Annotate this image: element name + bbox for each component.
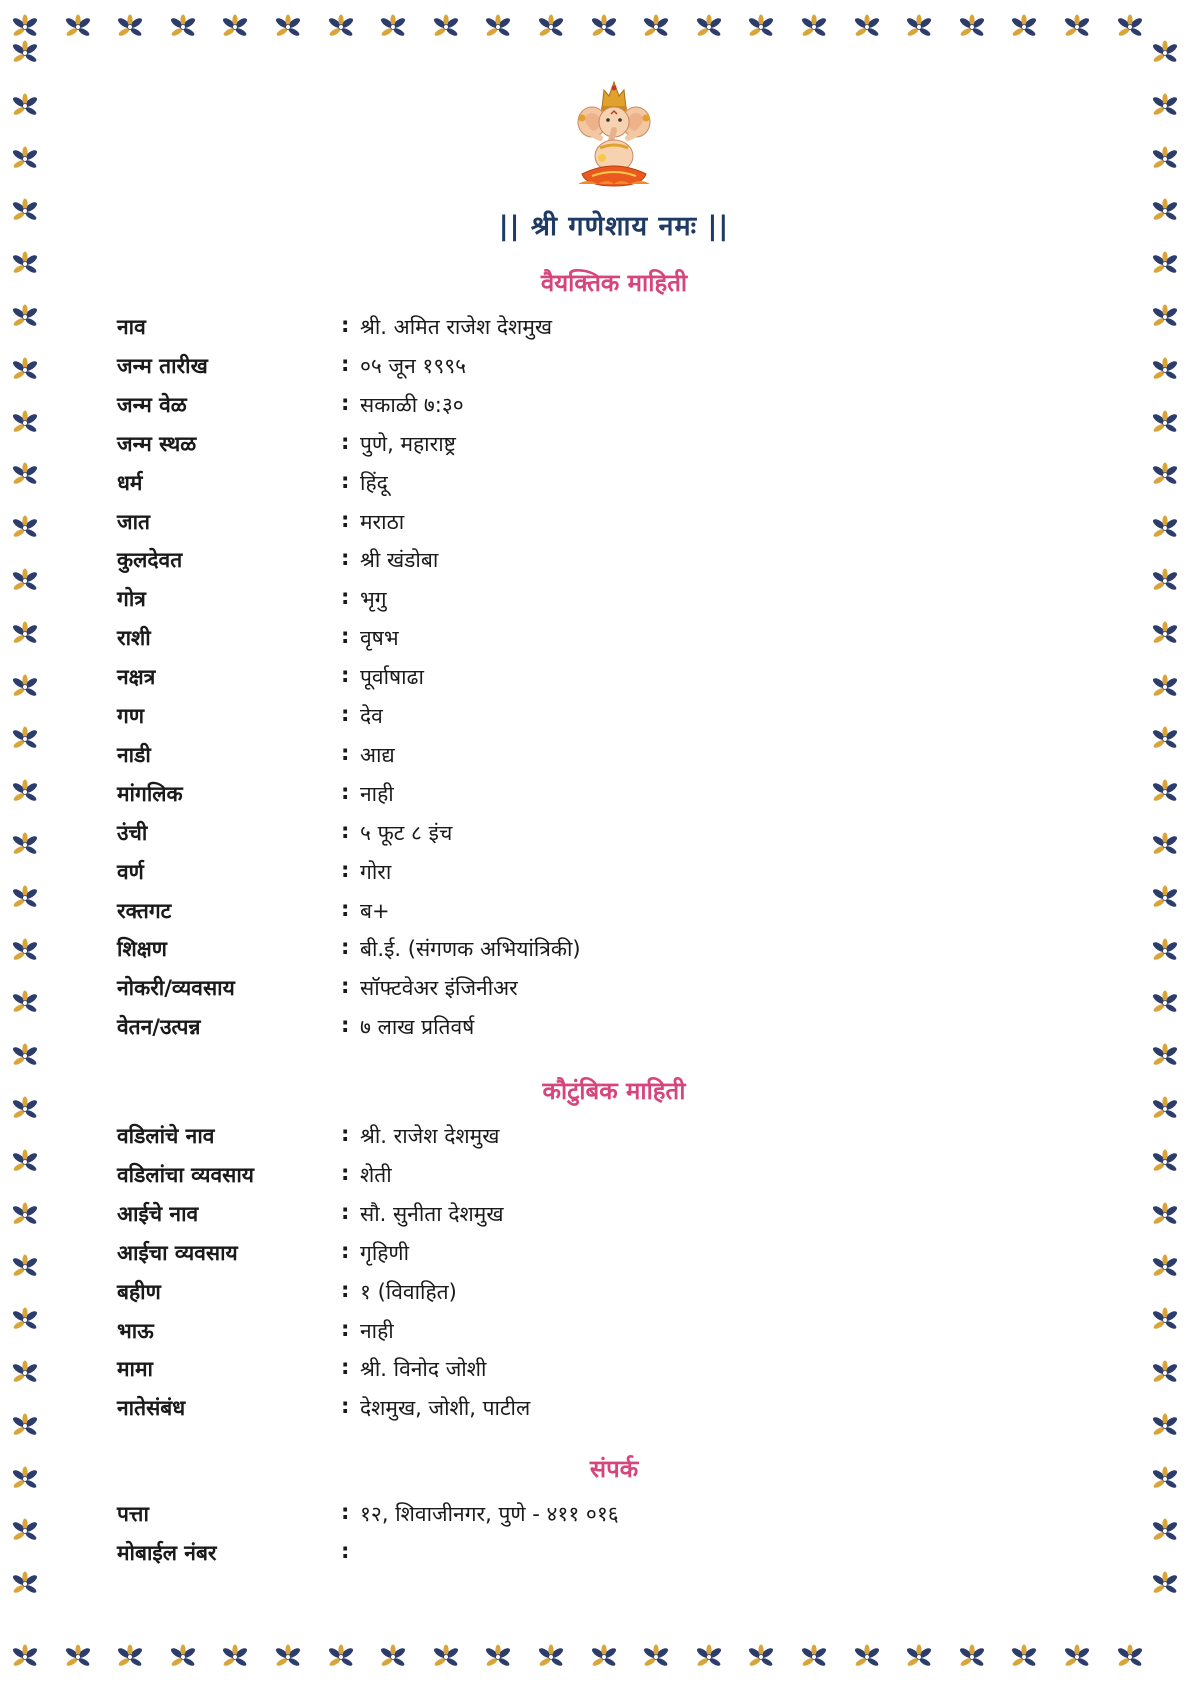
flower-icon [1150,1413,1180,1439]
field-value: सॉफ्टवेअर इंजिनीअर [360,976,518,1000]
field-separator: : [341,352,350,376]
field-value: शेती [360,1163,392,1187]
flower-icon [1062,14,1092,40]
field-label: वडिलांचे नाव [117,1124,215,1148]
flower-icon [168,14,198,40]
flower-icon [10,1644,40,1670]
flower-icon [10,779,40,805]
flower-icon [589,14,619,40]
flower-icon [1115,1644,1145,1670]
field-value: ब+ [360,899,390,923]
flower-icon [904,14,934,40]
flower-icon [1062,1644,1092,1670]
flower-icon [1150,779,1180,805]
field-separator: : [341,702,350,726]
field-value: देव [360,704,383,728]
flower-icon [694,1644,724,1670]
field-value: भृगु [360,587,387,611]
field-label: जन्म स्थळ [117,432,197,456]
flower-icon [746,1644,776,1670]
field-label: बहीण [117,1280,161,1304]
flower-icon [536,14,566,40]
flower-icon [1150,1254,1180,1280]
flower-icon [1150,1571,1180,1597]
field-label: धर्म [117,471,143,495]
flower-icon [1150,990,1180,1016]
field-value: १२, शिवाजीनगर, पुणे - ४११ ०१६ [360,1502,619,1526]
field-separator: : [341,313,350,337]
flower-icon [799,1644,829,1670]
field-separator: : [341,1539,350,1563]
field-label: गण [117,704,145,728]
flower-icon [852,14,882,40]
field-value: ५ फूट ८ इंच [360,821,453,845]
flower-icon [10,1413,40,1439]
flower-icon [1150,1149,1180,1175]
flower-icon [326,14,356,40]
field-value: सौ. सुनीता देशमुख [360,1202,504,1226]
flower-icon [115,14,145,40]
flower-icon [10,621,40,647]
flower-icon [10,938,40,964]
flower-icon [1150,1307,1180,1333]
field-label: मोबाईल नंबर [117,1541,217,1565]
field-label: आईचे नाव [117,1202,199,1226]
field-separator: : [341,974,350,998]
flower-icon [1150,1043,1180,1069]
flower-icon [115,1644,145,1670]
flower-icon [63,14,93,40]
field-label: उंची [117,821,148,845]
field-label: मांगलिक [117,782,183,806]
field-value: श्री. अमित राजेश देशमुख [360,315,553,339]
flower-icon [378,1644,408,1670]
flower-icon [1150,674,1180,700]
flower-icon [10,1254,40,1280]
field-separator: : [341,1355,350,1379]
field-separator: : [341,780,350,804]
field-label: मामा [117,1357,153,1381]
flower-icon [10,674,40,700]
flower-icon [1150,515,1180,541]
ganesha-icon [568,78,660,190]
flower-icon [10,515,40,541]
field-separator: : [341,585,350,609]
field-separator: : [341,546,350,570]
field-value: गोरा [360,860,392,884]
flower-icon [746,14,776,40]
flower-icon [10,93,40,119]
flower-icon [641,1644,671,1670]
field-label: जन्म तारीख [117,354,208,378]
field-label: जात [117,510,150,534]
field-label: शिक्षण [117,937,167,961]
field-separator: : [341,819,350,843]
flower-icon [63,1644,93,1670]
flower-icon [10,726,40,752]
field-value: नाही [360,782,394,806]
field-separator: : [341,897,350,921]
flower-icon [904,1644,934,1670]
flower-icon [589,1644,619,1670]
flower-icon [1009,1644,1039,1670]
field-separator: : [341,935,350,959]
flower-icon [10,1043,40,1069]
flower-icon [10,304,40,330]
flower-icon [694,14,724,40]
field-separator: : [341,1122,350,1146]
flower-icon [273,14,303,40]
field-value: आद्य [360,743,395,767]
flower-icon [1150,621,1180,647]
flower-icon [1150,146,1180,172]
field-value: बी.ई. (संगणक अभियांत्रिकी) [360,937,581,961]
field-value: मराठा [360,510,405,534]
field-value: १ (विवाहित) [360,1280,457,1304]
field-separator: : [341,1200,350,1224]
flower-icon [10,410,40,436]
flower-icon [1150,938,1180,964]
field-label: कुलदेवत [117,548,183,572]
flower-icon [10,40,40,66]
section-title: संपर्क [589,1455,639,1483]
field-separator: : [341,663,350,687]
field-value: ०५ जून १९९५ [360,354,467,378]
field-label: वेतन/उत्पन्न [117,1015,201,1039]
invocation-heading: || श्री गणेशाय नमः || [498,211,730,242]
flower-icon [1150,832,1180,858]
flower-icon [10,1518,40,1544]
field-separator: : [341,391,350,415]
field-separator: : [341,1500,350,1524]
flower-icon [273,1644,303,1670]
field-label: वर्ण [117,860,144,884]
flower-icon [852,1644,882,1670]
flower-icon [10,885,40,911]
field-separator: : [341,624,350,648]
flower-icon [1150,1202,1180,1228]
flower-icon [10,832,40,858]
field-separator: : [341,508,350,532]
field-value: गृहिणी [360,1241,410,1265]
field-label: भाऊ [117,1319,154,1343]
field-label: नक्षत्र [117,665,156,689]
flower-icon [536,1644,566,1670]
field-separator: : [341,1013,350,1037]
field-separator: : [341,1278,350,1302]
flower-icon [326,1644,356,1670]
flower-icon [1150,93,1180,119]
field-label: नोकरी/व्यवसाय [117,976,235,1000]
field-separator: : [341,430,350,454]
flower-icon [483,14,513,40]
flower-icon [10,462,40,488]
flower-icon [1009,14,1039,40]
field-value: ७ लाख प्रतिवर्ष [360,1015,475,1039]
flower-icon [10,568,40,594]
flower-icon [431,14,461,40]
flower-icon [799,14,829,40]
flower-icon [168,1644,198,1670]
flower-icon [1150,304,1180,330]
flower-icon [10,146,40,172]
field-value: श्री. राजेश देशमुख [360,1124,500,1148]
field-value: पूर्वाषाढा [360,665,424,689]
field-separator: : [341,1317,350,1341]
field-separator: : [341,858,350,882]
field-separator: : [341,741,350,765]
field-value: वृषभ [360,626,399,650]
flower-icon [10,357,40,383]
flower-icon [10,1149,40,1175]
field-label: पत्ता [117,1502,149,1526]
field-separator: : [341,1394,350,1418]
field-value: पुणे, महाराष्ट्र [360,432,456,456]
field-separator: : [341,469,350,493]
field-label: नातेसंबंध [117,1396,186,1420]
flower-icon [10,14,40,40]
section-title: वैयक्तिक माहिती [540,269,688,297]
flower-icon [378,14,408,40]
section-title: कौटुंबिक माहिती [542,1077,686,1105]
field-value: सकाळी ७:३० [360,393,464,417]
field-label: आईचा व्यवसाय [117,1241,238,1265]
field-label: वडिलांचा व्यवसाय [117,1163,254,1187]
field-value: श्री. विनोद जोशी [360,1357,487,1381]
field-value: हिंदू [360,471,388,495]
field-separator: : [341,1161,350,1185]
flower-icon [957,14,987,40]
flower-icon [1150,726,1180,752]
flower-icon [483,1644,513,1670]
field-label: नाव [117,315,146,339]
field-label: जन्म वेळ [117,393,187,417]
flower-icon [10,1202,40,1228]
flower-icon [1150,40,1180,66]
flower-icon [1150,885,1180,911]
flower-icon [220,14,250,40]
flower-icon [10,1307,40,1333]
flower-icon [10,1360,40,1386]
field-value: देशमुख, जोशी, पाटील [360,1396,531,1420]
flower-icon [1150,462,1180,488]
flower-icon [10,1571,40,1597]
field-label: नाडी [117,743,151,767]
flower-icon [1150,568,1180,594]
flower-icon [1150,1518,1180,1544]
field-label: गोत्र [117,587,146,611]
field-label: रक्तगट [117,899,172,923]
flower-icon [220,1644,250,1670]
flower-icon [957,1644,987,1670]
field-separator: : [341,1239,350,1263]
flower-icon [1115,14,1145,40]
flower-icon [1150,357,1180,383]
flower-icon [10,990,40,1016]
field-value: नाही [360,1319,394,1343]
field-label: राशी [117,626,151,650]
field-value: श्री खंडोबा [360,548,439,572]
flower-icon [431,1644,461,1670]
flower-icon [1150,1360,1180,1386]
flower-icon [641,14,671,40]
flower-icon [1150,410,1180,436]
